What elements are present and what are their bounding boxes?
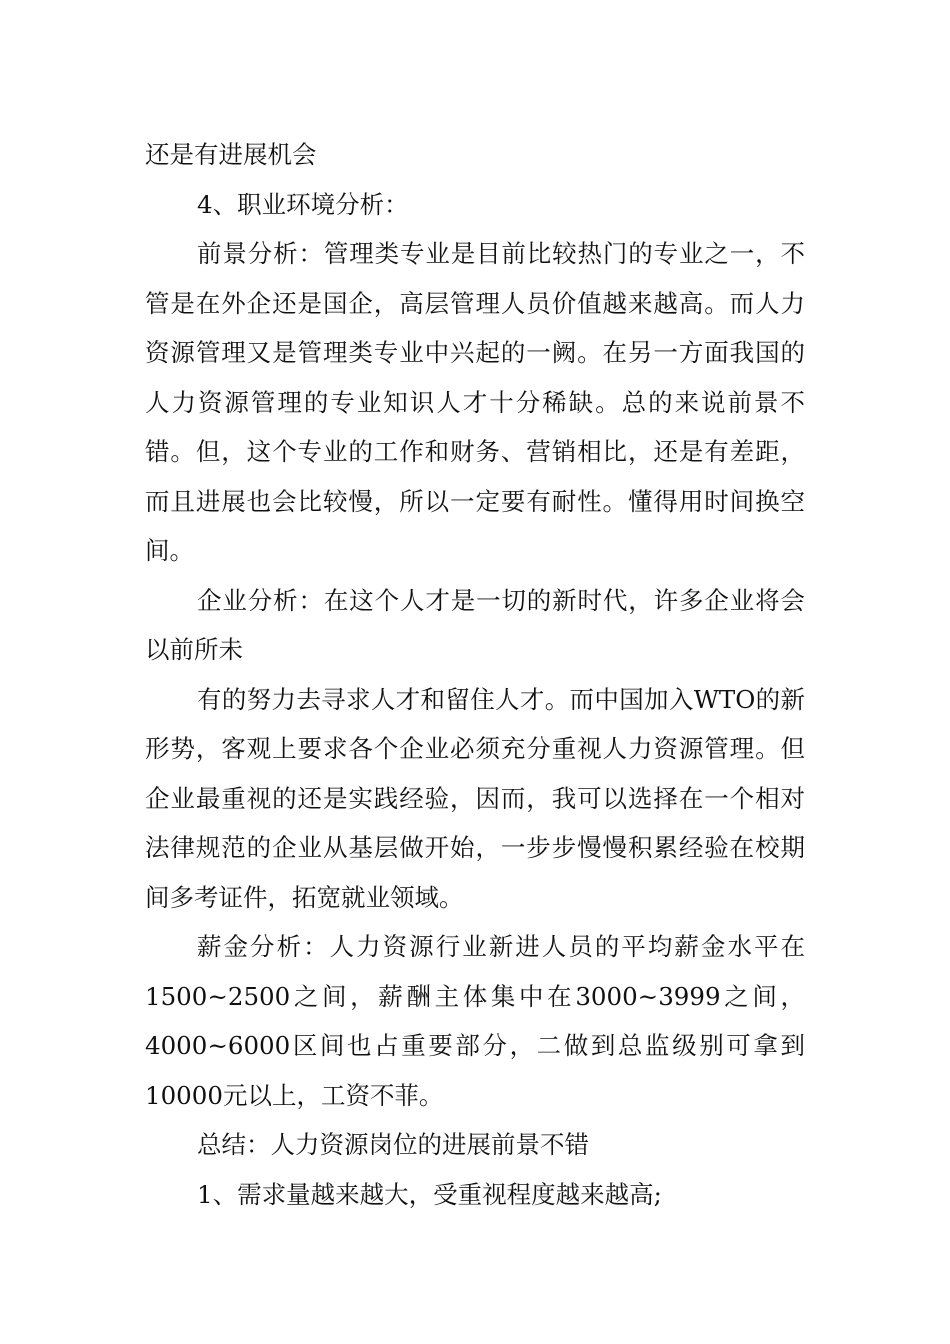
section-heading-career-environment: 4、职业环境分析： (197, 189, 409, 219)
paragraph-summary-point-1: 1、需求量越来越大，受重视程度越来越高; (197, 1179, 662, 1209)
document-body (145, 130, 805, 1219)
paragraph-enterprise-analysis-continued: 有的努力去寻求人才和留住人才。而中国加入WTO的新形势，客观上要求各个企业必须充分重视人力资源管理。但企业最重视的还是实践经验，因而，我可以选择在一个相对法律规范的企业从基层做开始，一步步慢慢积累经验在校期间多考证件，拓宽就业领域。 (145, 684, 805, 912)
paragraph-salary-analysis: 薪金分析：人力资源行业新进人员的平均薪金水平在1500~2500之间，薪酬主体集中在3000~3999之间，4000~6000区间也占重要部分，二做到总监级别可拿到10000元以上，工资不菲。 (145, 932, 805, 1110)
paragraph-enterprise-analysis-start: 企业分析：在这个人才是一切的新时代，许多企业将会以前所未 (145, 585, 805, 664)
paragraph-prospect-analysis: 前景分析：管理类专业是目前比较热门的专业之一，不管是在外企还是国企，高层管理人员价值越来越高。而人力资源管理又是管理类专业中兴起的一阙。在另一方面我国的人力资源管理的专业知识人才十分稀缺。总的来说前景不错。但，这个专业的工作和财务、营销相比，还是有差距，而且进展也会比较慢，所以一定要有耐性。懂得用时间换空间。 (145, 239, 805, 565)
paragraph-continuation: 还是有进展机会 (145, 140, 317, 169)
paragraph-summary: 总结：人力资源岗位的进展前景不错 (197, 1130, 589, 1159)
